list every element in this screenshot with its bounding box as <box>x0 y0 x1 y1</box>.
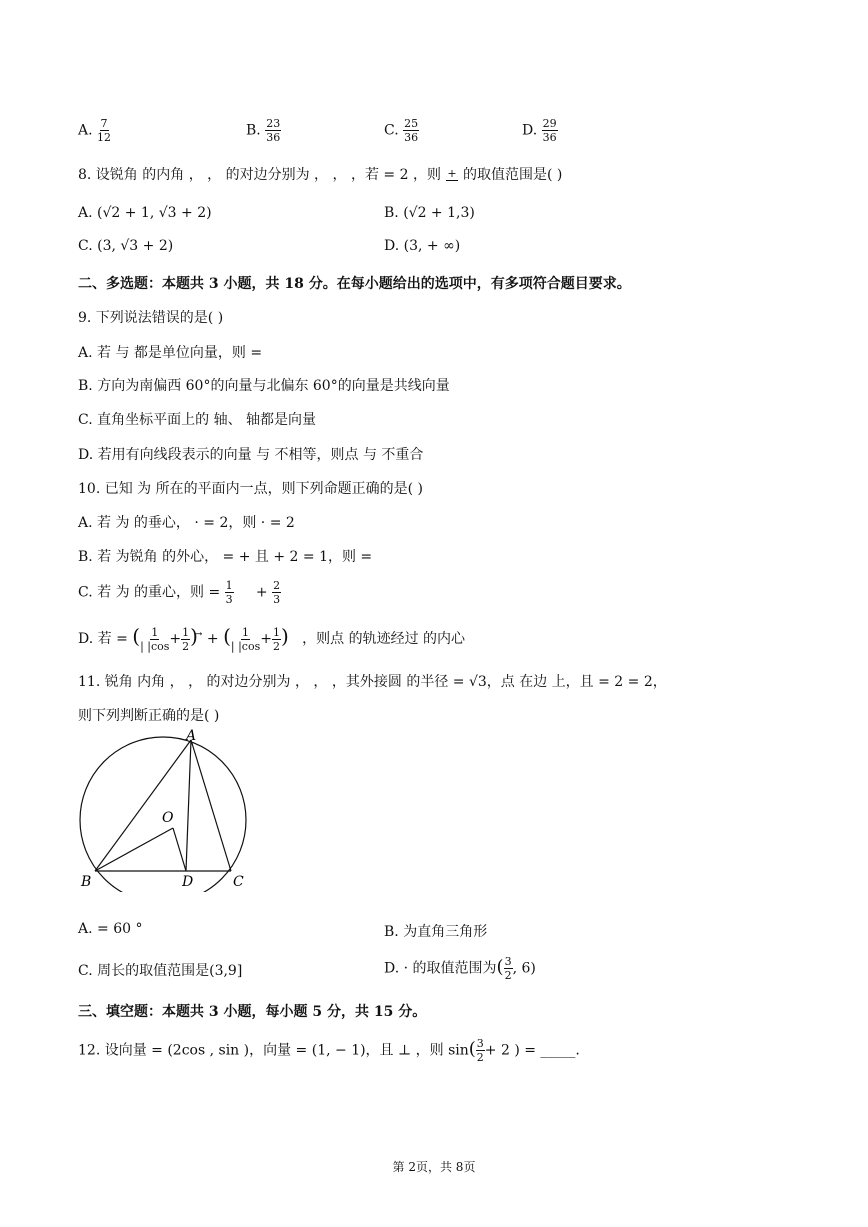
label-d: D <box>182 874 194 890</box>
q8-option-a: A. (√2 + 1, √3 + 2) <box>78 205 212 221</box>
q7-option-b-fraction: $\frac{23}{36}$ <box>266 117 281 144</box>
q11-option-c: C. 周长的取值范围是(3,9] <box>78 963 243 979</box>
q11-option-a: A. = 60 ° <box>78 921 143 937</box>
label-o: O <box>162 810 174 826</box>
q7-option-c <box>384 118 419 143</box>
q12-fraction: $\frac{3}{2}$ <box>476 1037 484 1064</box>
label-c: C <box>233 874 244 890</box>
q11-stem-line-2: 则下列判断正确的是( ) <box>78 708 220 724</box>
q8-option-d: D. (3, + ∞) <box>384 238 461 254</box>
q10-d-fraction-a: $\frac{1}{| |\cos}$ <box>140 625 170 653</box>
q11-d-fraction: $\frac{3}{2}$ <box>504 955 512 982</box>
q10-option-a: A. 若 为 的垂心， · = 2，则 · = 2 <box>78 515 295 531</box>
q9-option-d: D. 若用有向线段表示的向量 与 不相等，则点 与 不重合 <box>78 447 424 463</box>
q8-option-c: C. (3, √3 + 2) <box>78 238 174 254</box>
q7-option-b-label: B. <box>246 122 261 139</box>
q7-option-a <box>78 118 111 143</box>
segment-bo <box>95 828 173 871</box>
label-a: A <box>186 728 197 744</box>
q11-figure <box>78 728 254 892</box>
q10-c-fraction-2: $\frac{2}{3}$ <box>273 579 281 606</box>
q11-option-b: B. 为直角三角形 <box>384 924 488 940</box>
q7-option-b <box>246 118 281 143</box>
q8-stem: 8. 设锐角 的内角 ， ， 的对边分别为 ， ， ，若 = 2 ，则 + 的取值范围是( ) <box>78 167 563 183</box>
q11-option-d: D. · 的取值范围为( $\frac{3}{2}$ , 6) <box>384 955 536 982</box>
section-2-heading: 二、多选题：本题共 3 小题，共 18 分。在每小题给出的选项中，有多项符合题目要求。 <box>78 276 631 292</box>
side-ac <box>191 740 231 871</box>
q10-d-half-b: $\frac{1}{2}$ <box>272 625 280 653</box>
q10-d-half-a: $\frac{1}{2}$ <box>182 625 190 653</box>
q10-option-c: C. 若 为 的重心，则 = $\frac{1}{3}$ + $\frac{2}{3}$ <box>78 579 281 606</box>
q10-option-d: D. 若 = ( $\frac{1}{| |\cos}$ + $\frac{1}{2}$ ) ⃗ + ( $\frac{1}{| |\cos}$ + $\frac{1}{2}$ ) ，则点 的轨迹经过 的内心 <box>78 624 466 653</box>
q10-c-fraction-1: $\frac{1}{3}$ <box>225 579 233 606</box>
q7-option-d-fraction: $\frac{29}{36}$ <box>542 117 557 144</box>
q9-option-b: B. 方向为南偏西 60°的向量与北偏东 60°的向量是共线向量 <box>78 378 450 394</box>
q9-option-a: A. 若 与 都是单位向量，则 = <box>78 345 263 361</box>
q7-option-a-fraction: $\frac{7}{12}$ <box>97 117 112 144</box>
q7-option-c-fraction: $\frac{25}{36}$ <box>404 117 419 144</box>
segment-od <box>173 828 186 871</box>
q7-option-d <box>522 118 558 143</box>
q12-stem: 12. 设向量 = (2cos , sin )，向量 = (1, − 1)，且 ⊥ ，则 sin( $\frac{3}{2}$ + 2 ) = _____. <box>78 1037 580 1064</box>
q7-option-c-label: C. <box>384 122 399 139</box>
q9-option-c: C. 直角坐标平面上的 轴、 轴都是向量 <box>78 412 317 428</box>
side-ab <box>95 740 191 871</box>
q10-d-fraction-b: $\frac{1}{| |\cos}$ <box>230 625 261 653</box>
q8-option-b: B. (√2 + 1,3) <box>384 205 475 221</box>
section-3-heading: 三、填空题：本题共 3 小题，每小题 5 分，共 15 分。 <box>78 1004 427 1020</box>
q7-option-d-label: D. <box>522 122 538 139</box>
q10-option-b: B. 若 为锐角 的外心， = + 且 + 2 = 1，则 = <box>78 549 373 565</box>
label-b: B <box>81 874 92 890</box>
q7-option-a-label: A. <box>78 122 93 139</box>
q10-stem: 10. 已知 为 所在的平面内一点，则下列命题正确的是( ) <box>78 481 423 497</box>
page-footer: 第 2页，共 8页 <box>392 1160 476 1174</box>
segment-ad <box>186 740 191 871</box>
q11-stem-line-1: 11. 锐角 内角 ， ， 的对边分别为 ， ， ，其外接圆 的半径 = √3，点 在边 上，且 = 2 = 2， <box>78 674 667 690</box>
q9-stem: 9. 下列说法错误的是( ) <box>78 310 224 326</box>
q8-fraction: + <box>447 167 457 180</box>
